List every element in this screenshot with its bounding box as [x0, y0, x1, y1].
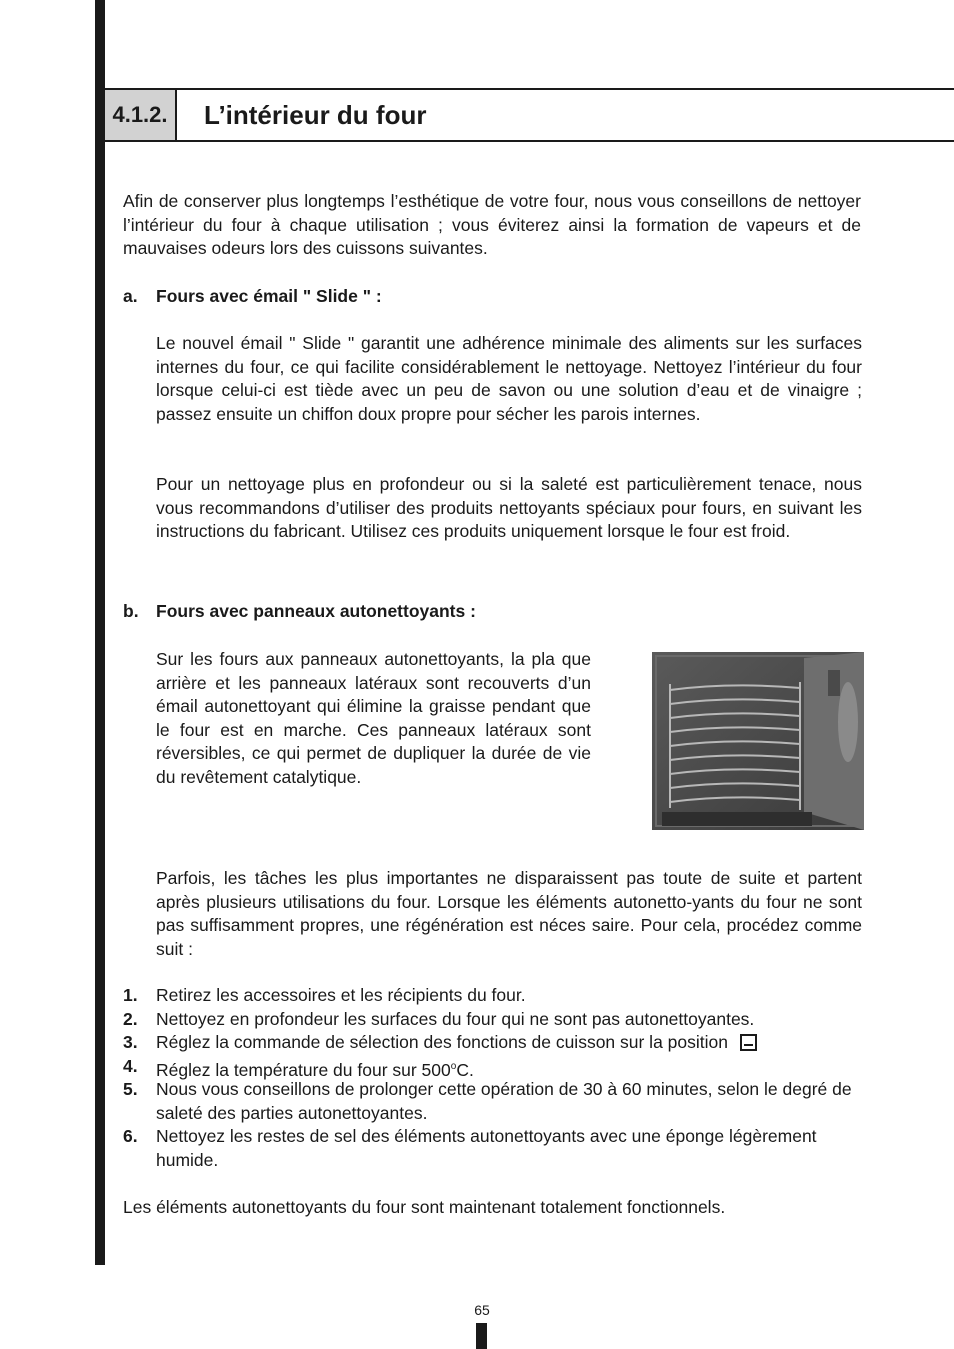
step-6-text: Nettoyez les restes de sel des éléments autonettoyants avec une éponge légèrement humide.: [156, 1126, 817, 1170]
step-5-text: Nous vous conseillons de prolonger cette opération de 30 à 60 minutes, selon le degré de saleté des parties autonettoyantes.: [156, 1079, 852, 1123]
section-a-label: a.: [123, 286, 138, 306]
oven-interior-photo: [652, 652, 864, 830]
step-4-number: 4.: [123, 1056, 138, 1076]
step-4-unit: C.: [456, 1059, 474, 1080]
intro-paragraph: Afin de conserver plus longtemps l’esthétique de votre four, nous vous conseillons de nettoyer l’intérieur du four à chaque utilisation ; vous éviterez ainsi la formation de vapeurs et de mauvaises odeurs lors des cuissons suivantes.: [123, 191, 861, 258]
step-1-text: Retirez les accessoires et les récipients du four.: [156, 985, 526, 1005]
section-a-title: Fours avec émail " Slide " :: [156, 286, 382, 306]
step-1-number: 1.: [123, 985, 138, 1005]
left-margin-bar: [95, 0, 105, 1265]
degree-mark: o: [450, 1061, 457, 1072]
oven-bottom-heat-icon: [740, 1034, 757, 1051]
step-5-number: 5.: [123, 1079, 138, 1099]
section-b-title: Fours avec panneaux autonettoyants :: [156, 601, 476, 621]
section-b-label: b.: [123, 601, 139, 621]
section-a-paragraph-2: Pour un nettoyage plus en profondeur ou si la saleté est particulièrement tenace, nous vous recommandons d’utiliser des produits nettoyants spéciaux pour fours, en suivant les instructions du fabricant. Utilisez ces produits uniquement lorsque le four est froid.: [156, 474, 862, 541]
page-number: 65: [474, 1302, 490, 1318]
page-edge-mark: [476, 1323, 487, 1349]
step-3-item: [156, 1031, 866, 1055]
section-header: [105, 88, 954, 142]
section-b-paragraph-2: Parfois, les tâches les plus importantes ne disparaissent pas toute de suite et partent après plusieurs utilisations du four. Lorsque les éléments autonetto-yants du four ne sont pas suffisamment propres, une régénération est néces saire. Pour cela, procédez comme suit :: [156, 868, 862, 959]
step-3-text: Réglez la commande de sélection des fonctions de cuisson sur la position: [156, 1032, 728, 1052]
section-a-paragraph-1: Le nouvel émail " Slide " garantit une adhérence minimale des aliments sur les surfaces internes du four, ce qui facilite considérablement le nettoyage. Nettoyez l’intérieur du four lorsque celui-ci est tiède avec un peu de savon ou une solution d’eau et de vinaigre ; passez ensuite un chiffon doux propre pour sécher les parois internes.: [156, 333, 862, 424]
step-4-text: Réglez la température du four sur 500: [156, 1059, 451, 1080]
step-6-number: 6.: [123, 1126, 138, 1146]
step-2-number: 2.: [123, 1009, 138, 1029]
step-2-text: Nettoyez en profondeur les surfaces du four qui ne sont pas autonettoyantes.: [156, 1009, 755, 1029]
step-3-number: 3.: [123, 1032, 138, 1052]
section-number: 4.1.2.: [105, 90, 177, 140]
page-title: L’intérieur du four: [204, 100, 427, 130]
section-b-paragraph-1: Sur les fours aux panneaux autonettoyants, la pla que arrière et les panneaux latéraux sont recouverts d’un émail autonettoyant qui élimine la graisse pendant que le four est en marche. Ces panneaux latéraux sont réversibles, ce qui permet de dupliquer la durée de vie du revêtement catalytique.: [156, 649, 591, 787]
conclusion-paragraph: Les éléments autonettoyants du four sont maintenant totalement fonctionnels.: [123, 1197, 726, 1217]
